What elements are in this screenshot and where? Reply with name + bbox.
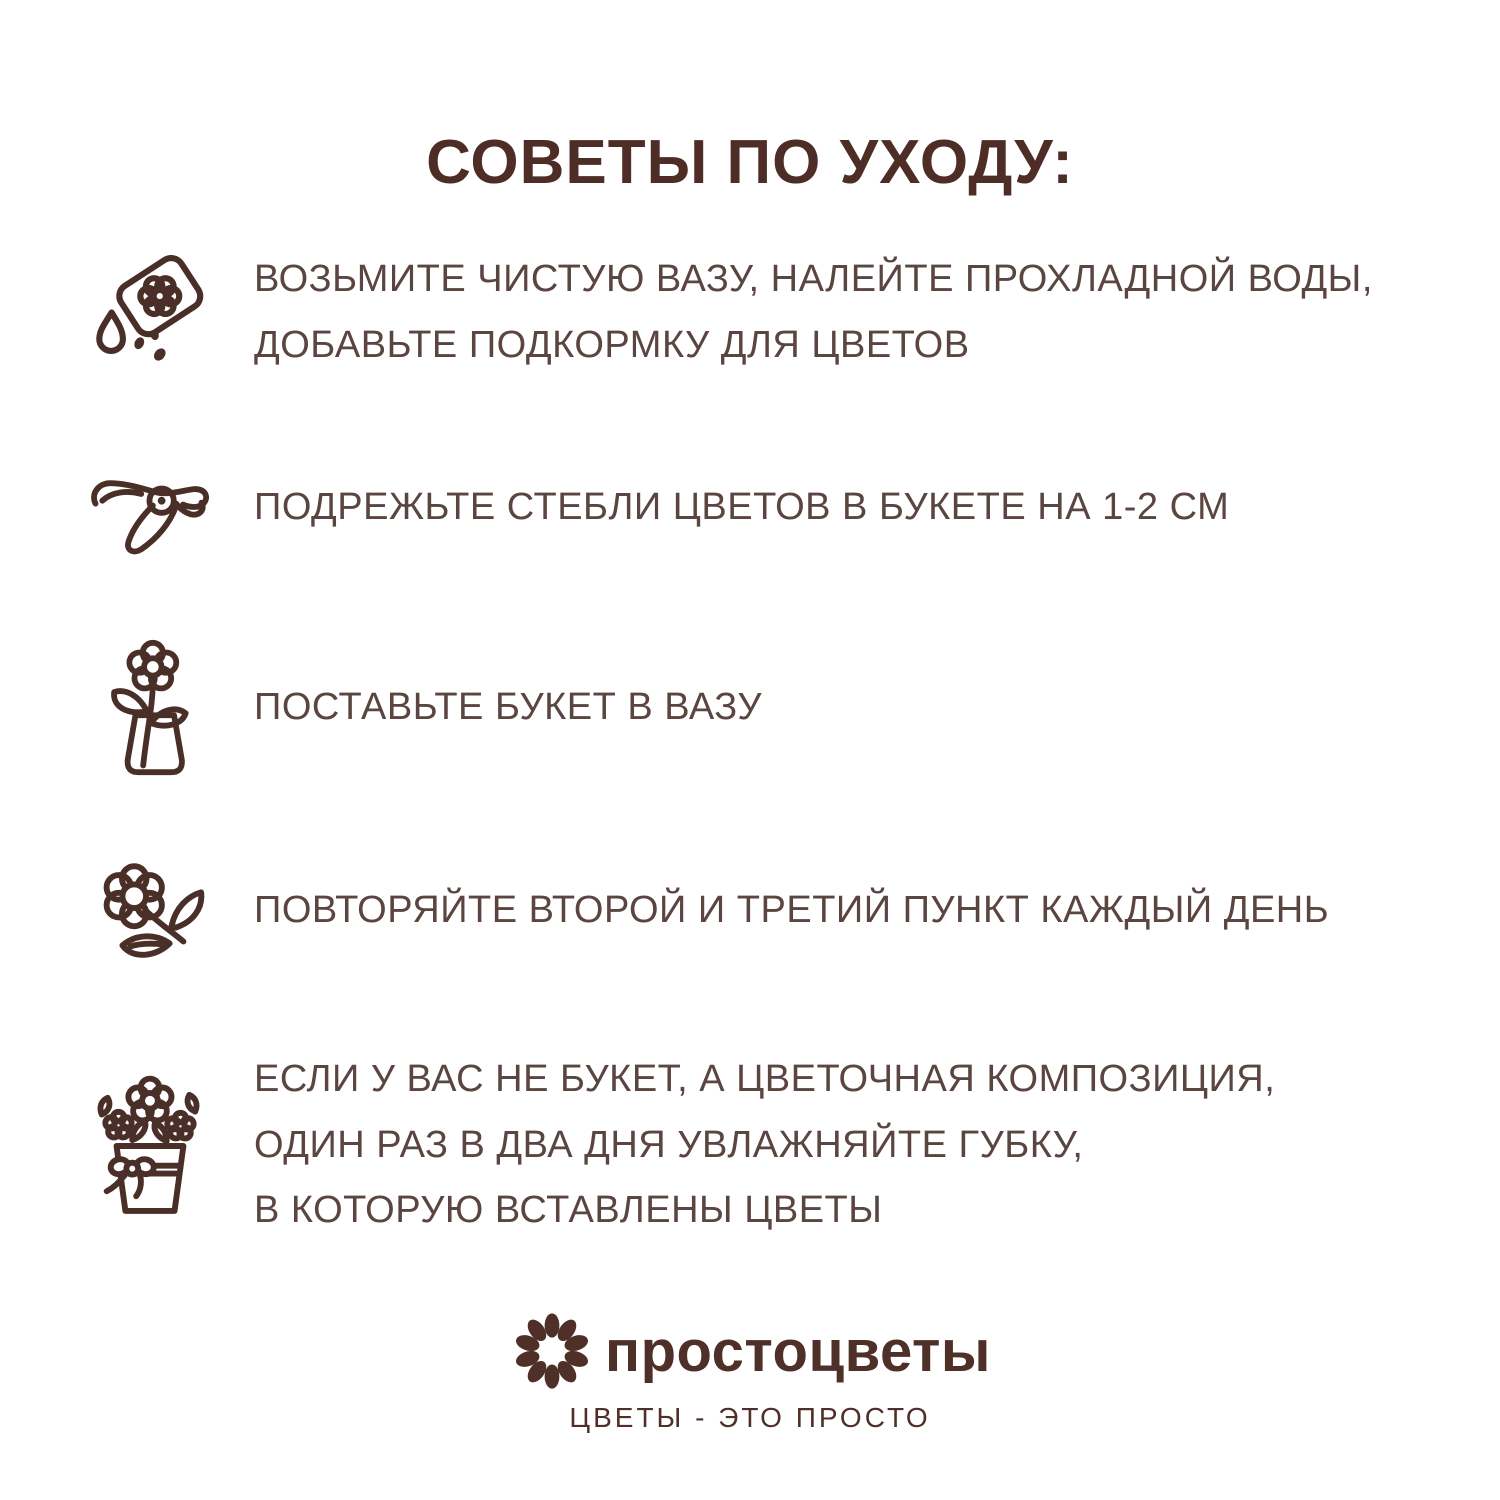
tip-line: ДОБАВЬТЕ ПОДКОРМКУ ДЛЯ ЦВЕТОВ [254,323,970,366]
flower-pot-icon [89,1071,207,1221]
tip-row-4 [78,843,1470,978]
tip-line: ОДИН РАЗ В ДВА ДНЯ УВЛАЖНЯЙТЕ ГУБКУ, [254,1123,1084,1166]
tip-line: В КОТОРУЮ ВСТАВЛЕНЫ ЦВЕТЫ [254,1189,883,1232]
tip-text-1 [254,247,1373,378]
brand-footer [0,1308,1500,1434]
brand-flower-icon [509,1308,595,1394]
flower-icon [89,847,207,975]
tip-text-3 [254,675,762,740]
vase-with-flower-icon [94,638,202,778]
brand-name: простоцветы [605,1318,991,1384]
tip-line: ПОВТОРЯЙТЕ ВТОРОЙ И ТРЕТИЙ ПУНКТ КАЖДЫЙ ДЕНЬ [254,888,1330,931]
tip-row-5 [78,1053,1470,1238]
flower-food-packet-icon [86,255,211,370]
tip-row-2 [78,445,1470,570]
tip-text-4 [254,878,1329,943]
pruning-shears-icon [81,455,216,560]
brand-tagline: ЦВЕТЫ - ЭТО ПРОСТО [569,1402,931,1433]
tip-line: ПОДРЕЖЬТЕ СТЕБЛИ ЦВЕТОВ В БУКЕТЕ НА 1-2 СМ [254,485,1230,528]
tip-text-5 [254,1047,1275,1243]
page-title: СОВЕТЫ ПО УХОДУ: [426,127,1074,197]
tip-line: ВОЗЬМИТЕ ЧИСТУЮ ВАЗУ, НАЛЕЙТЕ ПРОХЛАДНОЙ ВОДЫ, [254,258,1373,301]
tip-line: ПОСТАВЬТЕ БУКЕТ В ВАЗУ [254,685,762,728]
tip-text-2 [254,475,1229,540]
tip-row-1 [78,240,1470,385]
tip-row-3 [78,635,1470,780]
tip-line: ЕСЛИ У ВАС НЕ БУКЕТ, А ЦВЕТОЧНАЯ КОМПОЗИЦИЯ, [254,1058,1276,1101]
